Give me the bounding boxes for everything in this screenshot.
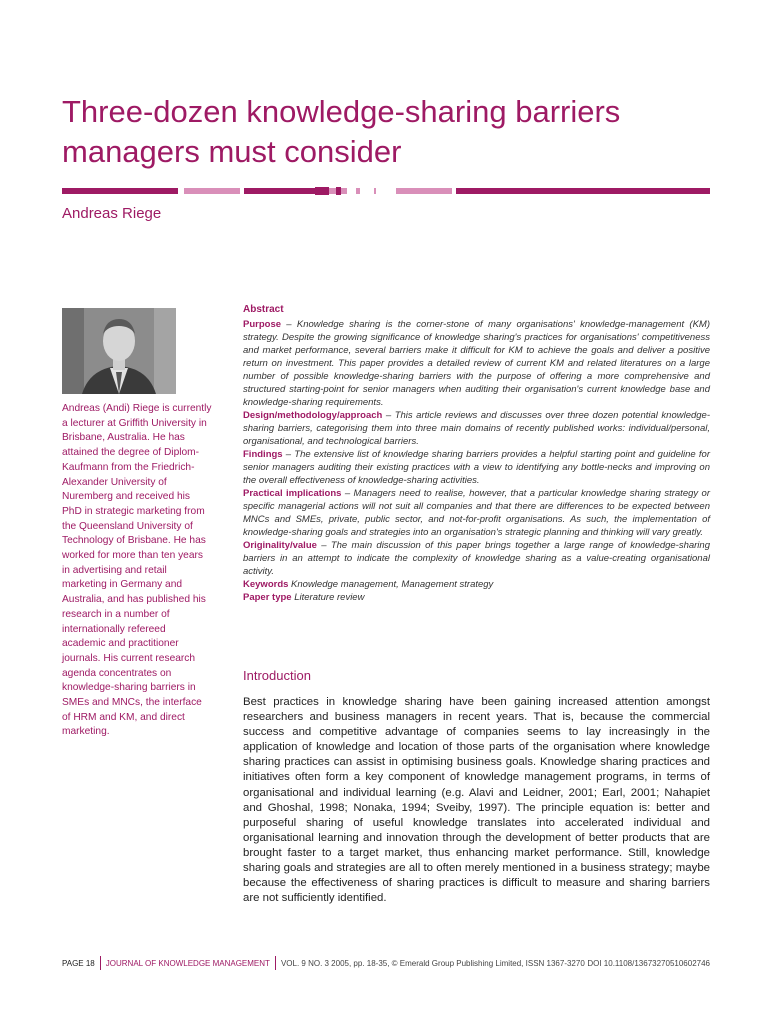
section-heading-introduction: Introduction <box>243 668 311 683</box>
abstract-keywords: Keywords Knowledge management, Management strategy <box>243 579 494 590</box>
abstract-originality: Originality/value – The main discussion of this paper brings together a large range of knowledge-sharing barriers in an attempt to indicate the complexity of knowledge sharing as a value-creating organisational activity. <box>243 540 710 577</box>
footer-page-number: PAGE 18 <box>62 958 95 968</box>
author-name: Andreas Riege <box>62 205 162 222</box>
author-portrait <box>62 308 176 394</box>
introduction-paragraph: Best practices in knowledge sharing have been gaining increased attention amongst researchers and business managers in recent years. That is, because the commercial success and competitive advantage of companies seems to lay increasingly in the application of knowledge and location of those parts of the organisation where knowledge sharing practices can assist in optimising business goals. Knowledge sharing practices and initiatives often form a key component of knowledge management programs, in terms of organisational and individual learning (e.g. Alavi and Leidner, 2001; Earl, 2001; Nahapiet and Ghoshal, 1998; Nonaka, 1994; Sveiby, 1997). The principle equation is: better and purposeful sharing of useful knowledge translates into accelerated individual and organisational learning and innovation through the development of better products that are brought faster to a target market, thus enhancing market performance. Still, knowledge sharing goals and strategies are all to often merely mentioned in a business strategy; maybe because the effectiveness of sharing practices is difficult to measure and sharing barriers are not sufficiently identified. <box>243 696 710 905</box>
page-footer <box>62 956 710 970</box>
abstract-heading: Abstract <box>243 304 284 315</box>
footer-citation: VOL. 9 NO. 3 2005, pp. 18-35, © Emerald Group Publishing Limited, ISSN 1367-3270 <box>280 958 585 968</box>
abstract-implications: Practical implications – Managers need to realise, however, that a particular knowledge sharing strategy or specific managerial actions will not suit all companies and that there are differences to be expected between MNCs and SMEs, private, public sector, and not-for-profit organisations. As such, the implementation of knowledge-sharing goals and strategies into an organisation's strategic planning and thinking will vary greatly. <box>243 488 710 538</box>
paper-title: Three-dozen knowledge-sharing barriers managers must consider <box>62 94 621 169</box>
footer-separator <box>100 956 101 970</box>
abstract-design: Design/methodology/approach – This article reviews and discusses over three dozen potential knowledge-sharing barriers, categorising them into three main domains of recently published works: individual/personal, organisational, and technological barriers. <box>243 410 710 447</box>
abstract-purpose: Purpose – Knowledge sharing is the corner-stone of many organisations' knowledge-management (KM) strategy. Despite the growing significance of knowledge sharing's practices for organisations' competitiveness and market performance, several barriers make it difficult for KM to achieve the goals and deliver a positive return on investment. This paper provides a detailed review of current KM and related literatures on a large number of possible knowledge-sharing barriers with the purpose of offering a more comprehensive and structured starting-point for senior managers when auditing their organisation's current knowledge base and knowledge-sharing requirements. <box>243 319 710 408</box>
footer-doi: DOI 10.1108/13673270510602746 <box>587 958 710 968</box>
abstract-block <box>243 303 710 604</box>
abstract-findings: Findings – The extensive list of knowledge sharing barriers provides a helpful starting point and guideline for senior managers auditing their existing practices with a view to identifying any bottle-necks and improving on the overall effectiveness of knowledge-sharing activities. <box>243 449 710 486</box>
abstract-paper-type: Paper type Literature review <box>243 592 365 603</box>
author-bio: Andreas (Andi) Riege is currently a lecturer at Griffith University in Brisbane, Australia. He has attained the degree of Diplom-Kaufmann from the Friedrich-Alexander University of Nuremberg and received his PhD in strategic marketing from the Queensland University of Technology of Brisbane. He has worked for more than ten years in advertising and retail marketing in Germany and Australia, and has published his research in a number of internationally refereed academic and practitioner journals. His current research agenda concentrates on knowledge-sharing barriers in SMEs and MNCs, the interface of HRM and KM, and direct marketing. <box>62 403 212 738</box>
title-divider <box>62 188 710 194</box>
footer-separator <box>275 956 276 970</box>
footer-journal-name: JOURNAL OF KNOWLEDGE MANAGEMENT <box>105 958 270 968</box>
